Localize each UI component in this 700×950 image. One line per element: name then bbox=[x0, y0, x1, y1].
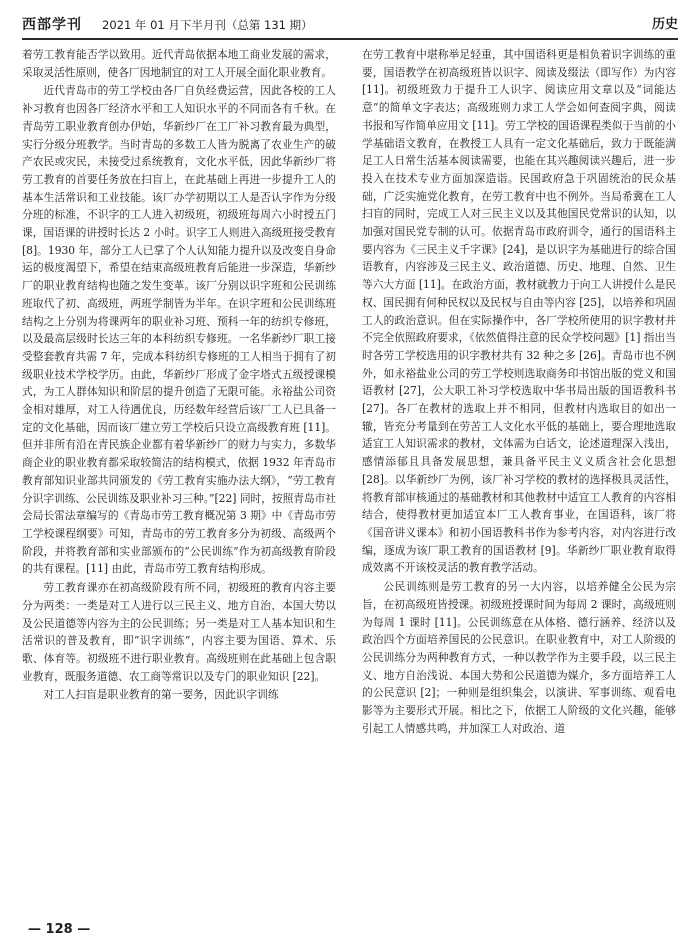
paragraph: 在劳工教育中堪称举足轻重，其中国语科更是相负着识字训练的重要，国语教学在初高级班皆以识字、阅读及缀法（即写作）为内容 [11]。初级班致力于提升工人识字、阅读应用文章以及“词能达意”的简单文字表达；高级班则力求工人学会如何查阅字典，阅读书报和写作简单应用文 [11]。劳工学校的国语课程类似于当前的小学基础语文教育，在教授工人具有一定文化基础后，致力于既能满足工人日常生活基本阅读需要，也能在其兴趣阅读兴趣后，进一步投入在技术专业方面加深造诣。民国政府急于巩固统治的民众基础，广泛实施党化教育，在劳工教育中也不例外。当局希冀在工人扫盲的同时，完成工人对三民主义以及其他国民党常识的认知，以加强对国民党专制的认可。依据青岛市政府训令，通行的国语科主要内容为《三民主义千字课》[24]，是以识字为基础进行的综合国语教育，内容涉及三民主义、政治道德、历史、地理、自然、卫生等六大方面 [11]。在政治方面，教材就教力于向工人讲授什么是民权、国民拥有何种民权以及民权与自由等内容 [25]，以培养和巩固工人的政治意识。但在实际操作中，各厂学校所使用的识字教材并不完全依照政府要求，《依然值得注意的民众学校问题》[1] 指出当时各劳工学校选用的识字教材共有 32 种之多 [26]。青岛市也不例外，如永裕盐业公司的劳工学校则选取商务印书馆出版的党义和国语教材 [27]，公大职工补习学校选取中华书局出版的国语教科书 [27]。各厂在教材的选取上并不相同，但教材内选取目的如出一辙，皆充分考量到在劳苦工人文化水平低的基础上，要合理地选取适宜工人知识需求的教材，文体需为白话文，论述道理深入浅出，感情添郁且具备发展思想，兼具备平民主义义质含社会化思想 [28]。以华新纱厂为例，该厂补习学校的教材的选择极具灵活性，将教育部审核通过的基础教材和其他教材中适宜工人教育的内容相结合，使得教材更加适宜本厂工人教育事业，在国语科，该厂将《国音讲义课本》和初小国语教科书作为参考内容，对内容进行改编，逐成为该厂职工教育的国语教材 [9]。华新纱厂职业教育取得成效离不开该校灵活的教育教学活动。 bbox=[362, 48, 676, 575]
issue-info: 2021 年 01 月下半月刊（总第 131 期） bbox=[102, 18, 313, 32]
paragraph: 着劳工教育能否学以致用。近代青岛依据本地工商业发展的需求，采取灵活性原则，使各厂因地制宜的对工人开展全面化职业教育。 bbox=[22, 48, 336, 79]
paragraph: 劳工教育课亦在初高级阶段有所不同，初级班的教育内容主要分为两类：一类是对工人进行以三民主义、地方自治、本国大势以及公民道德等内容为主的公民训练；另一类是对工人基本知识和生活常识的普及教育，即“识字训练”，内容主要为国语、算术、乐歌、体育等。初级班不进行职业教育。高级班则在此基础上包含职业教育，既服务道德、农工商等常识以及专门的职业知识 [22]。 bbox=[22, 581, 336, 683]
page-header bbox=[22, 14, 678, 36]
left-column bbox=[22, 46, 336, 914]
page-number: — 128 — bbox=[28, 922, 91, 937]
header-rule bbox=[22, 38, 678, 40]
section-label: 历史 bbox=[651, 17, 678, 32]
paragraph: 近代青岛市的劳工学校由各厂自负经费运营，因此各校的工人补习教育也因各厂经济水平和工人知识水平的不同而各有千秋。在青岛劳工职业教育创办伊始，华新纱厂在工厂补习教育最为典型，实行分级分班教学。当时青岛的多数工人皆为脱离了农业生产的破产农民或灾民，未接受过系统教育，文化水平低，因此华新纱厂将劳工教育的首要任务放在扫盲上，在此基础上再进一步提升工人的基本生活常识和工业技能。该厂办学初期以工人是否认字作为分级分班的标准，不识字的工人进入初级班，初级班每周六小时授五门课，国语课的讲授时长达 2 小时。识字工人则进入高级班接受教育 [8]。1930 年，部分工人已掌了个人认知能力提升以及改变自身命运的极度渴望下，希望在结束高级班教育后能进一步深造，华新纱厂的职业教育结构也随之发生变革。该厂分别以识字班和公民训练班取代了初、高级班，两班学制皆为半年。在识字班和公民训练班结构之上分别为将课两年的职业补习班、预科一年的纺织专修班，以及最高层级时长达三年的本科纺织专修班。一名华新纱厂职工接受整套教育共需 7 年，完成本科纺织专修班的工人相当于拥有了初级职业技术学校学历。由此，华新纱厂形成了金字塔式五级授课模式，为工人群体知识和阶层的提升创造了无限可能。永裕盐公司资金相对雄厚，对工人待遇优良，历经数年经营后该厂工人已具备一定的文化基础，因而该厂建立劳工学校后只设立高级教育班 [11]。但并非所有沿在青民族企业都有着华新纱厂的财力与实力，多数华商企业的职业教育都采取较简洁的结构模式，依据 1932 年青岛市教育部知识业部共同颁发的《劳工教育实施办法大纲》，“劳工教育分识字训练、公民训练及职业补习三种。”[22] 同时，按照青岛市社会局长雷法章编写的《青岛市劳工教育概况第 3 期》中《青岛市劳工学校课程纲要》可知，青岛市的劳工教育多分为初级、高级两个阶段，并将教育部和实业部颁布的“公民训练”作为初高级教育阶段的共有课程。[11] 由此，青岛市劳工教育结构形成。 bbox=[22, 84, 336, 576]
paragraph: 公民训练则是劳工教育的另一大内容，以培养健全公民为宗旨，在初高级班皆授课。初级班授课时间为每周 2 课时，高级班则为每周 1 课时 [11]。公民训练意在从体格、德行涵养、经济以及政治四个方面培养国民的公民意识。在职业教育中，对工人阶级的公民训练分为两种教育方式，一种以教学作为主要手段，以三民主义、地方自治浅说、本国大势和公民道德为媒介，多方面培养工人的公民意识 [2]；一种则是组织集会，以演讲、军事训练、观看电影等为主要形式开展。相比之下，依据工人阶级的文化兴趣，能够引起工人情感共鸣，并加深工人对政治、道 bbox=[362, 580, 676, 735]
paragraph: 对工人扫盲是职业教育的第一要务，因此识字训练 bbox=[43, 688, 279, 702]
right-column bbox=[362, 46, 676, 914]
journal-logo: 西部学刊 bbox=[22, 17, 82, 33]
